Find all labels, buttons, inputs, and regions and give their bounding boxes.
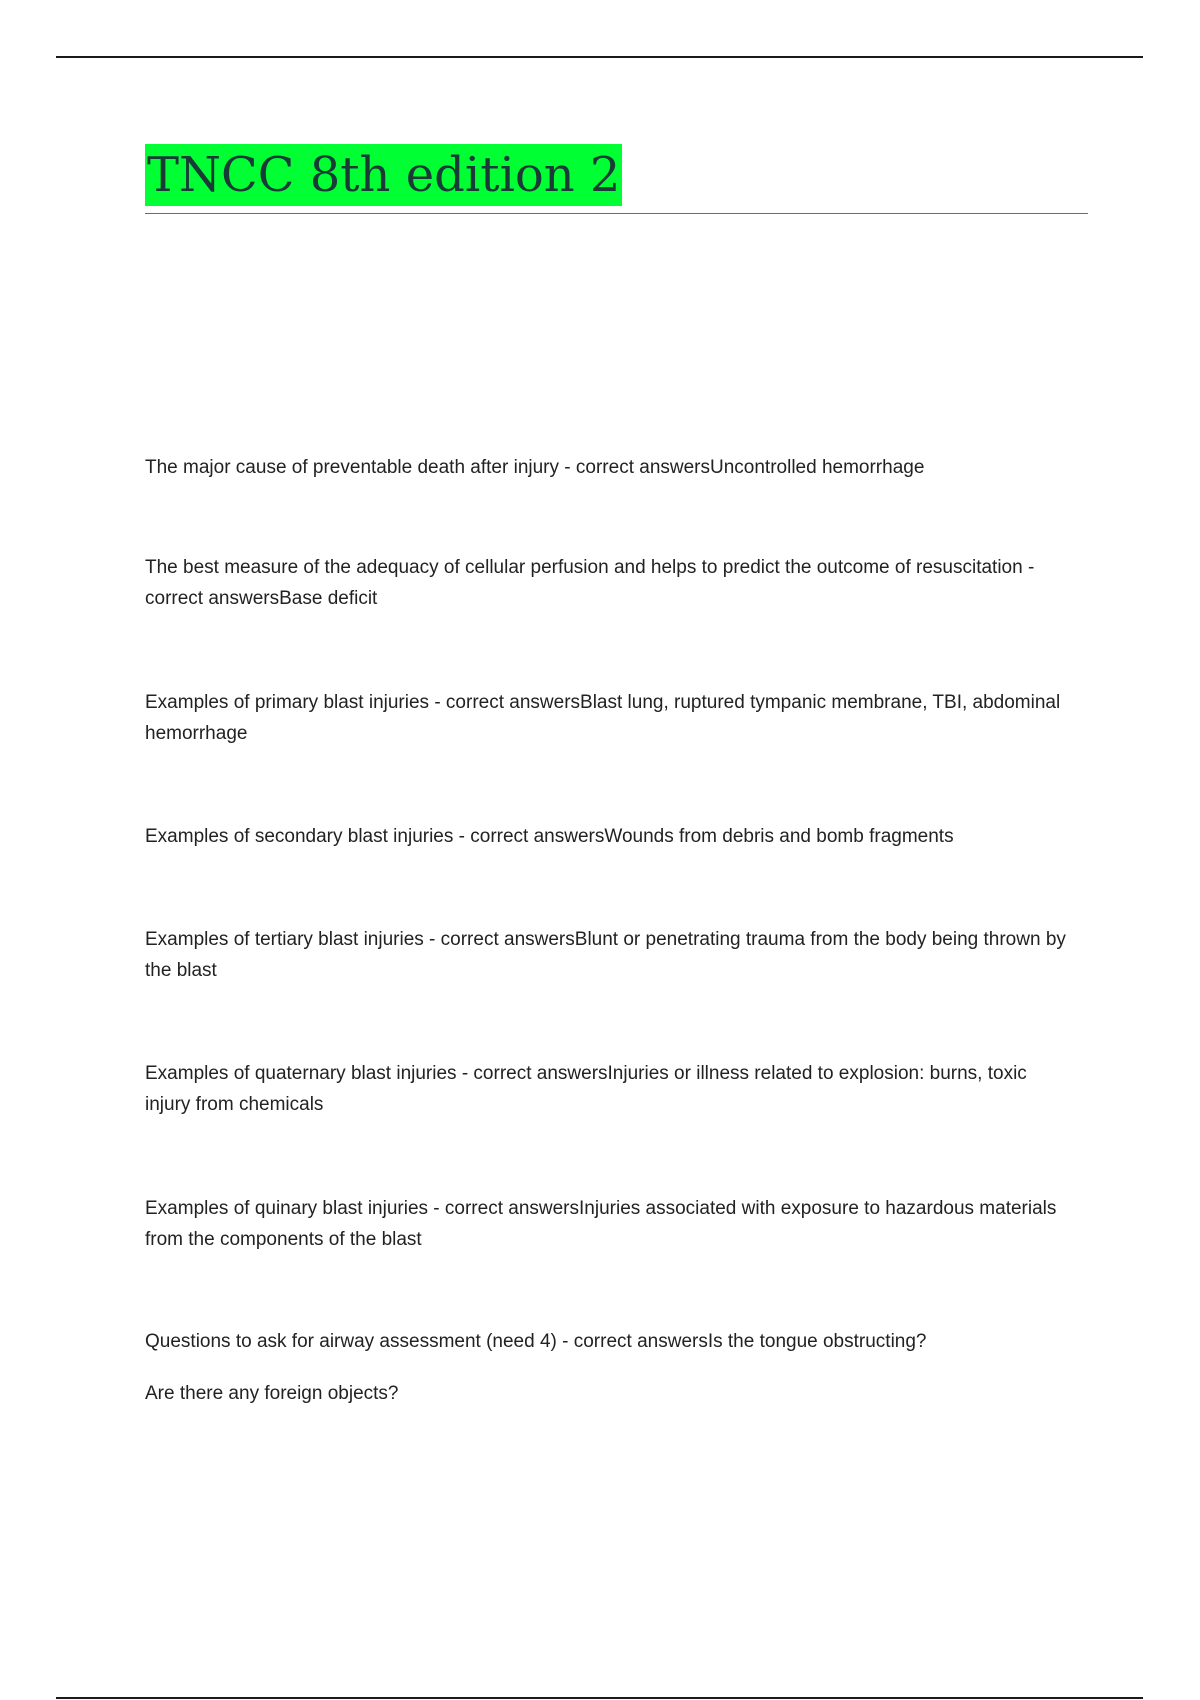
qa-question: The major cause of preventable death after injury	[145, 457, 560, 478]
qa-answer: Blunt or penetrating trauma from the body being thrown by the blast	[145, 929, 1066, 981]
qa-item	[145, 821, 1075, 852]
document-title: TNCC 8th edition 2	[145, 144, 622, 206]
qa-answer: Is the tongue obstructing?	[707, 1331, 927, 1352]
qa-item	[145, 1326, 1075, 1357]
qa-separator: - correct answers	[428, 1198, 580, 1219]
qa-question: Examples of quaternary blast injuries	[145, 1063, 457, 1084]
qa-question: Examples of tertiary blast injuries	[145, 929, 424, 950]
qa-answer: Base deficit	[279, 588, 378, 609]
qa-separator: - correct answers	[429, 692, 581, 713]
qa-item	[145, 1058, 1075, 1120]
qa-question: Examples of secondary blast injuries	[145, 826, 454, 847]
title-underline	[145, 213, 1088, 214]
qa-answer: Injuries associated with exposure to hazardous materials from the components of the blast	[145, 1198, 1057, 1250]
qa-answer: Injuries or illness related to explosion: burns, toxic injury from chemicals	[145, 1063, 1027, 1115]
qa-answer: Uncontrolled hemorrhage	[710, 457, 925, 478]
qa-item	[145, 452, 1075, 483]
qa-separator: - correct answers	[423, 929, 575, 950]
qa-item	[145, 687, 1075, 749]
qa-item	[145, 924, 1075, 986]
qa-separator: - correct answers	[453, 826, 605, 847]
qa-question: The best measure of the adequacy of cellular perfusion and helps to predict the outcome of resuscitation	[145, 557, 1023, 578]
qa-question: Questions to ask for airway assessment (need 4)	[145, 1331, 557, 1352]
page-footer-rule	[56, 1697, 1143, 1699]
qa-separator: - correct answers	[559, 457, 710, 478]
page-header-rule	[56, 56, 1143, 58]
qa-separator: - correct answers	[556, 1331, 708, 1352]
qa-answer: Wounds from debris and bomb fragments	[604, 826, 954, 847]
qa-question: Examples of quinary blast injuries	[145, 1198, 429, 1219]
qa-continuation: Are there any foreign objects?	[145, 1383, 399, 1404]
qa-separator: - correct answers	[456, 1063, 608, 1084]
qa-separator: - correct answers	[145, 557, 1035, 609]
qa-question: Examples of primary blast injuries	[145, 692, 430, 713]
qa-item	[145, 1193, 1075, 1255]
qa-item	[145, 552, 1075, 614]
qa-answer: Blast lung, ruptured tympanic membrane, TBI, abdominal hemorrhage	[145, 692, 1061, 744]
